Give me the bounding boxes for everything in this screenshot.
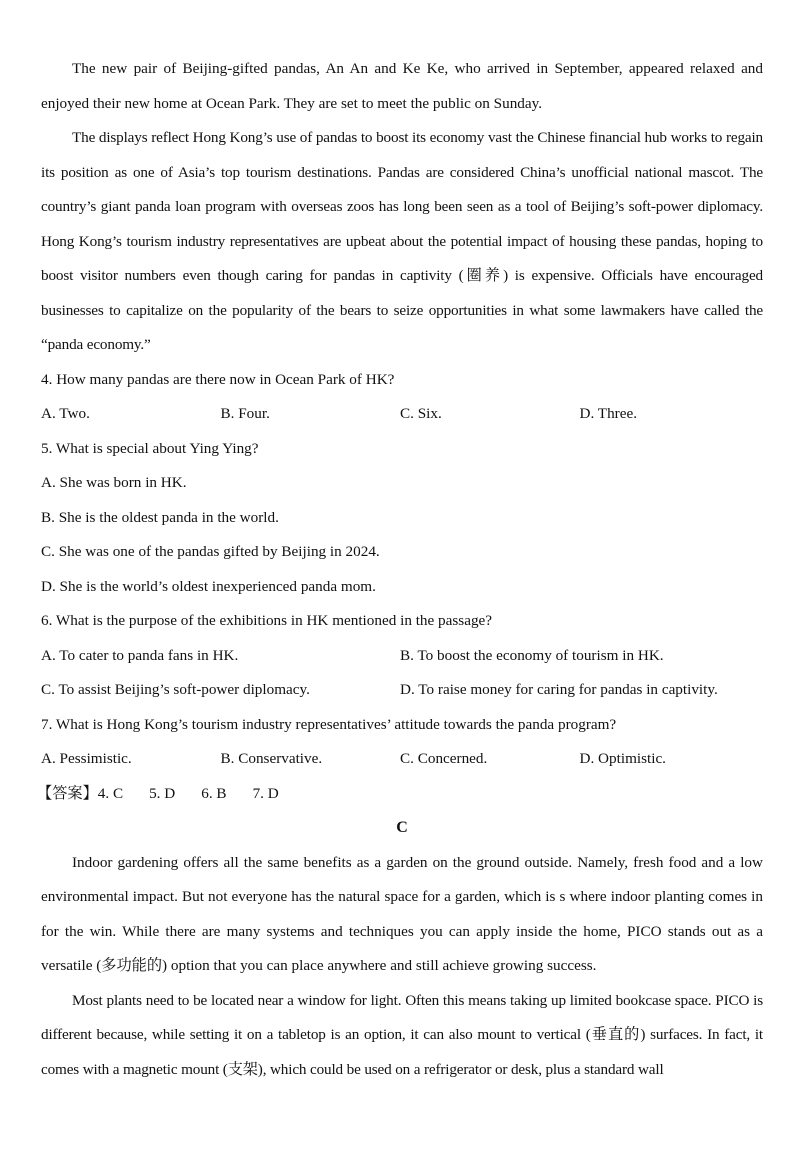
exam-page [37,52,763,1087]
question-6-stem: 6. What is the purpose of the exhibitions in HK mentioned in the passage? [41,612,493,629]
question-5-option-a: A. She was born in HK. [41,474,187,491]
passage-b-paragraph-2: The displays reflect Hong Kong’s use of pandas to boost its economy vast the Chinese financial hub works to regain its position as one of Asia’s top tourism destinations. Pandas are considered China’s unofficial national mascot. The country’s giant panda loan program with overseas zoos has long been seen as a tool of Beijing’s soft-power diplomacy. Hong Kong’s tourism industry representatives are upbeat about the potential impact of housing these pandas, hoping to boost visitor numbers even though caring for pandas in captivity (圈养) is expensive. Officials have encouraged businesses to capitalize on the popularity of the bears to seize opportunities in what some lawmakers have called the “panda economy.” [41,129,763,353]
section-c-heading: C [396,819,408,836]
question-7-stem: 7. What is Hong Kong’s tourism industry representatives’ attitude towards the panda program? [41,715,617,733]
passage-c-paragraph-1: Indoor gardening offers all the same benefits as a garden on the ground outside. Namely, fresh food and a low environmental impact. But not everyone has the natural space for a garden, which is s where indoor planting comes in for the win. While there are many systems and techniques you can apply inside the home, PICO stands out as a versatile (多功能的) option that you can place anywhere and still achieve growing success. [41,853,763,974]
question-5-option-d: D. She is the world’s oldest inexperienced panda mom. [41,577,376,595]
question-6-options-row-1 [41,639,763,674]
passage-b-paragraph-1: The new pair of Beijing-gifted pandas, An An and Ke Ke, who arrived in September, appeared relaxed and enjoyed their new home at Ocean Park. They are set to meet the public on Sunday. [41,60,763,112]
question-5-option-c: C. She was one of the pandas gifted by Beijing in 2024. [41,543,380,560]
answer-4: 4. C [97,784,124,802]
question-4-option-c: C. Six. [400,405,442,422]
question-4-option-a: A. Two. [41,405,90,422]
question-7-options [41,742,763,777]
question-4-option-b: B. Four. [220,405,270,422]
question-6-option-c: C. To assist Beijing’s soft-power diplomacy. [41,681,310,698]
question-4-options [41,397,763,432]
question-6-option-b: B. To boost the economy of tourism in HK. [400,646,664,664]
question-6-option-a: A. To cater to panda fans in HK. [41,646,239,664]
question-6-option-d: D. To raise money for caring for pandas in captivity. [400,681,718,698]
answer-7: 7. D [252,784,279,802]
question-7-option-b: B. Conservative. [220,750,323,767]
question-4-option-d: D. Three. [579,405,637,422]
question-5-option-b: B. She is the oldest panda in the world. [41,508,279,526]
answer-key [37,777,763,812]
question-5-stem: 5. What is special about Ying Ying? [41,439,259,457]
answer-6: 6. B [201,784,227,802]
answer-5: 5. D [149,784,176,802]
answer-key-label: 【答案】 [37,784,98,802]
question-7-option-a: A. Pessimistic. [41,750,132,767]
question-4-stem: 4. How many pandas are there now in Ocean Park of HK? [41,370,395,388]
question-6-options-row-2 [41,673,763,708]
passage-c-paragraph-2: Most plants need to be located near a window for light. Often this means taking up limited bookcase space. PICO is different because, while setting it on a tabletop is an option, it can also mount to vertical (垂直的) surfaces. In fact, it comes with a magnetic mount (支架), which could be used on a refrigerator or desk, plus a standard wall [41,991,763,1078]
question-7-option-c: C. Concerned. [400,750,488,767]
question-7-option-d: D. Optimistic. [579,750,666,767]
